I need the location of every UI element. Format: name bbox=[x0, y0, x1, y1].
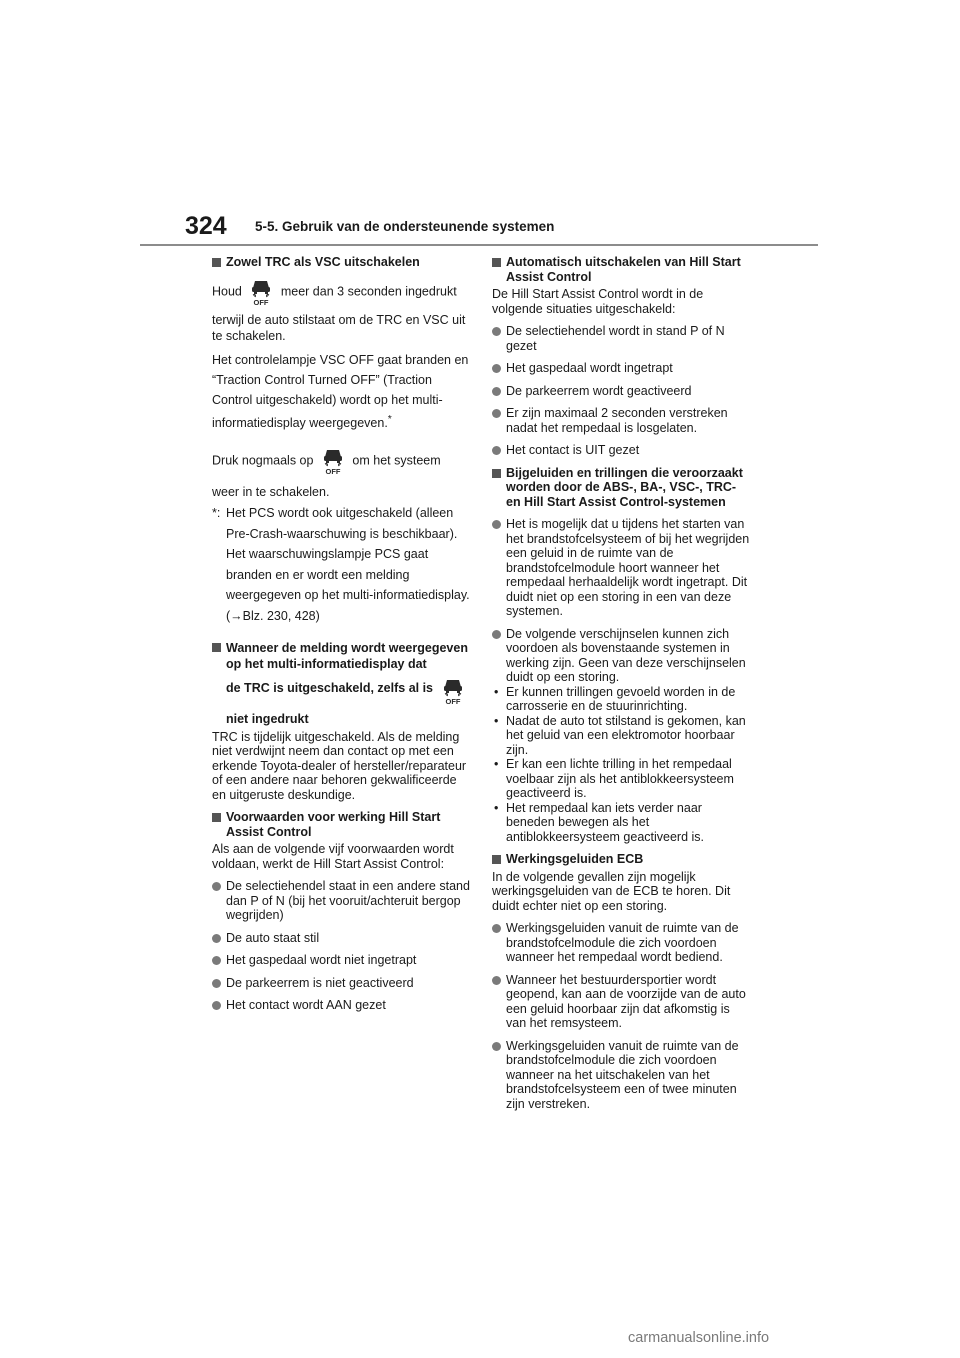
list-item: Het contact is UIT gezet bbox=[492, 443, 752, 458]
paragraph-ecb-sounds: In de volgende gevallen zijn mogelijk werkingsgeluiden van de ECB te horen. Dit duidt echter niet op een storing. bbox=[492, 869, 731, 913]
heading-noises-vibrations: Bijgeluiden en trillingen die veroorzaakt worden door de ABS-, BA-, VSC-, TRC- en Hill Start Assist Control-systemen bbox=[492, 466, 752, 510]
round-bullet-icon bbox=[492, 446, 501, 455]
right-column bbox=[492, 255, 752, 1111]
list-item: Het contact wordt AAN gezet bbox=[212, 998, 472, 1013]
dash-item: • Er kunnen trillingen gevoeld worden in de carrosserie en de stuurinrichting. bbox=[494, 684, 736, 713]
list-item: Werkingsgeluiden vanuit de ruimte van de brandstofcelmodule die zich voordoen wanneer na het uitschakelen van het brandstofcelsysteem een of twee minuten zijn verstreken. bbox=[492, 1039, 752, 1112]
heading-ecb-sounds: Werkingsgeluiden ECB bbox=[492, 852, 752, 867]
round-bullet-icon bbox=[212, 934, 221, 943]
square-bullet-icon bbox=[212, 813, 221, 822]
round-bullet-icon bbox=[492, 409, 501, 418]
list-item: Wanneer het bestuurdersportier wordt geopend, kan aan de voorzijde van de auto een geluid hoorbaar zijn dat afkomstig is van het remsysteem. bbox=[492, 973, 752, 1031]
list-item: Werkingsgeluiden vanuit de ruimte van de brandstofcelmodule die zich voordoen wanneer het rempedaal wordt bediend. bbox=[492, 921, 752, 965]
dash-item: • Er kan een lichte trilling in het rempedaal voelbaar zijn als het antiblokkeersysteem geactiveerd is. bbox=[494, 757, 734, 800]
paragraph-five-conditions: Als aan de volgende vijf voorwaarden wordt voldaan, werkt de Hill Start Assist Control: bbox=[212, 842, 454, 871]
square-bullet-icon bbox=[492, 258, 501, 267]
round-bullet-icon bbox=[492, 1042, 501, 1051]
vsc-off-icon bbox=[248, 278, 274, 306]
page-number: 324 bbox=[185, 212, 227, 240]
round-bullet-icon bbox=[212, 882, 221, 891]
dash-item: • Het rempedaal kan iets verder naar beneden bewegen als het antiblokkeersysteem geactiveerd is. bbox=[494, 800, 705, 844]
paragraph-hold-button: Houd meer dan 3 seconden ingedrukt bbox=[212, 278, 472, 306]
square-bullet-icon bbox=[212, 643, 221, 652]
list-item: De parkeerrem is niet geactiveerd bbox=[212, 976, 472, 991]
watermark: carmanualsonline.info bbox=[628, 1330, 770, 1346]
round-bullet-icon bbox=[212, 956, 221, 965]
list-item: Het is mogelijk dat u tijdens het starten van het brandstofcelsysteem of bij het wegrijden een geluid in de ruimte van de brandstofcelmodule hoort wanneer het rempedaal herhaaldelijk wordt ingetrapt. Dit duidt niet op een storing in een van deze systemen. bbox=[492, 517, 752, 619]
list-item: De auto staat stil bbox=[212, 931, 472, 946]
paragraph-indicator: Het controlelampje VSC OFF gaat branden en “Traction Control Turned OFF” (Traction Control uitgeschakeld) wordt op het multi-informatiedisplay weergegeven.* bbox=[212, 352, 469, 430]
round-bullet-icon bbox=[492, 924, 501, 933]
dash-item: • Nadat de auto tot stilstand is gekomen, kan het geluid van een elektromotor hoorbaar zijn. bbox=[494, 713, 746, 757]
paragraph-disable-situations: De Hill Start Assist Control wordt in de volgende situaties uitgeschakeld: bbox=[492, 287, 704, 316]
left-column bbox=[212, 255, 472, 1013]
heading-message-shown: Wanneer de melding wordt weergegeven op het multi-informatiedisplay dat de TRC is uitgeschakeld, zelfs al is niet ingedrukt bbox=[212, 640, 472, 727]
list-item: Het gaspedaal wordt niet ingetrapt bbox=[212, 953, 472, 968]
list-item: De volgende verschijnselen kunnen zich voordoen als bovenstaande systemen in werking zijn. Geen van deze verschijnselen duidt op een storing. bbox=[492, 627, 752, 685]
paragraph-press-again: Druk nogmaals op om het systeem bbox=[212, 447, 472, 475]
round-bullet-icon bbox=[212, 979, 221, 988]
heading-hill-start-conditions: Voorwaarden voor werking Hill Start Assist Control bbox=[212, 810, 472, 839]
paragraph-hold-button-cont: terwijl de auto stilstaat om de TRC en VSC uit te schakelen. bbox=[212, 312, 466, 343]
heading-trc-vsc-off: Zowel TRC als VSC uitschakelen bbox=[212, 255, 472, 270]
round-bullet-icon bbox=[212, 1001, 221, 1010]
round-bullet-icon bbox=[492, 387, 501, 396]
list-item: De parkeerrem wordt geactiveerd bbox=[492, 384, 752, 399]
paragraph-trc-temporary: TRC is tijdelijk uitgeschakeld. Als de melding niet verdwijnt neem dan contact op met een erkende Toyota-dealer of hersteller/reparateur of een andere naar behoren gekwalificeerde en uitgeruste deskundige. bbox=[212, 729, 467, 802]
paragraph-reactivate: weer in te schakelen. bbox=[212, 484, 330, 499]
round-bullet-icon bbox=[492, 630, 501, 639]
vsc-off-icon bbox=[440, 677, 466, 705]
square-bullet-icon bbox=[492, 469, 501, 478]
square-bullet-icon bbox=[492, 855, 501, 864]
heading-auto-disable: Automatisch uitschakelen van Hill Start Assist Control bbox=[492, 255, 752, 284]
vsc-off-icon bbox=[320, 447, 346, 475]
list-item: De selectiehendel staat in een andere stand dan P of N (bij het vooruit/achteruit bergop wegrijden) bbox=[212, 879, 472, 923]
round-bullet-icon bbox=[492, 520, 501, 529]
round-bullet-icon bbox=[492, 364, 501, 373]
list-item: Er zijn maximaal 2 seconden verstreken nadat het rempedaal is losgelaten. bbox=[492, 406, 752, 435]
section-title: 5-5. Gebruik van de ondersteunende systemen bbox=[255, 219, 555, 234]
square-bullet-icon bbox=[212, 258, 221, 267]
round-bullet-icon bbox=[492, 327, 501, 336]
footnote: *: Het PCS wordt ook uitgeschakeld (alleen Pre-Crash-waarschuwing is beschikbaar). Het waarschuwingslampje PCS gaat branden en er wordt een melding weergegeven op het multi-informatiedisplay. (→Blz. 230, 428) bbox=[212, 506, 470, 623]
list-item: De selectiehendel wordt in stand P of N gezet bbox=[492, 324, 752, 353]
round-bullet-icon bbox=[492, 976, 501, 985]
list-item: Het gaspedaal wordt ingetrapt bbox=[492, 361, 752, 376]
header-rule bbox=[140, 244, 818, 246]
